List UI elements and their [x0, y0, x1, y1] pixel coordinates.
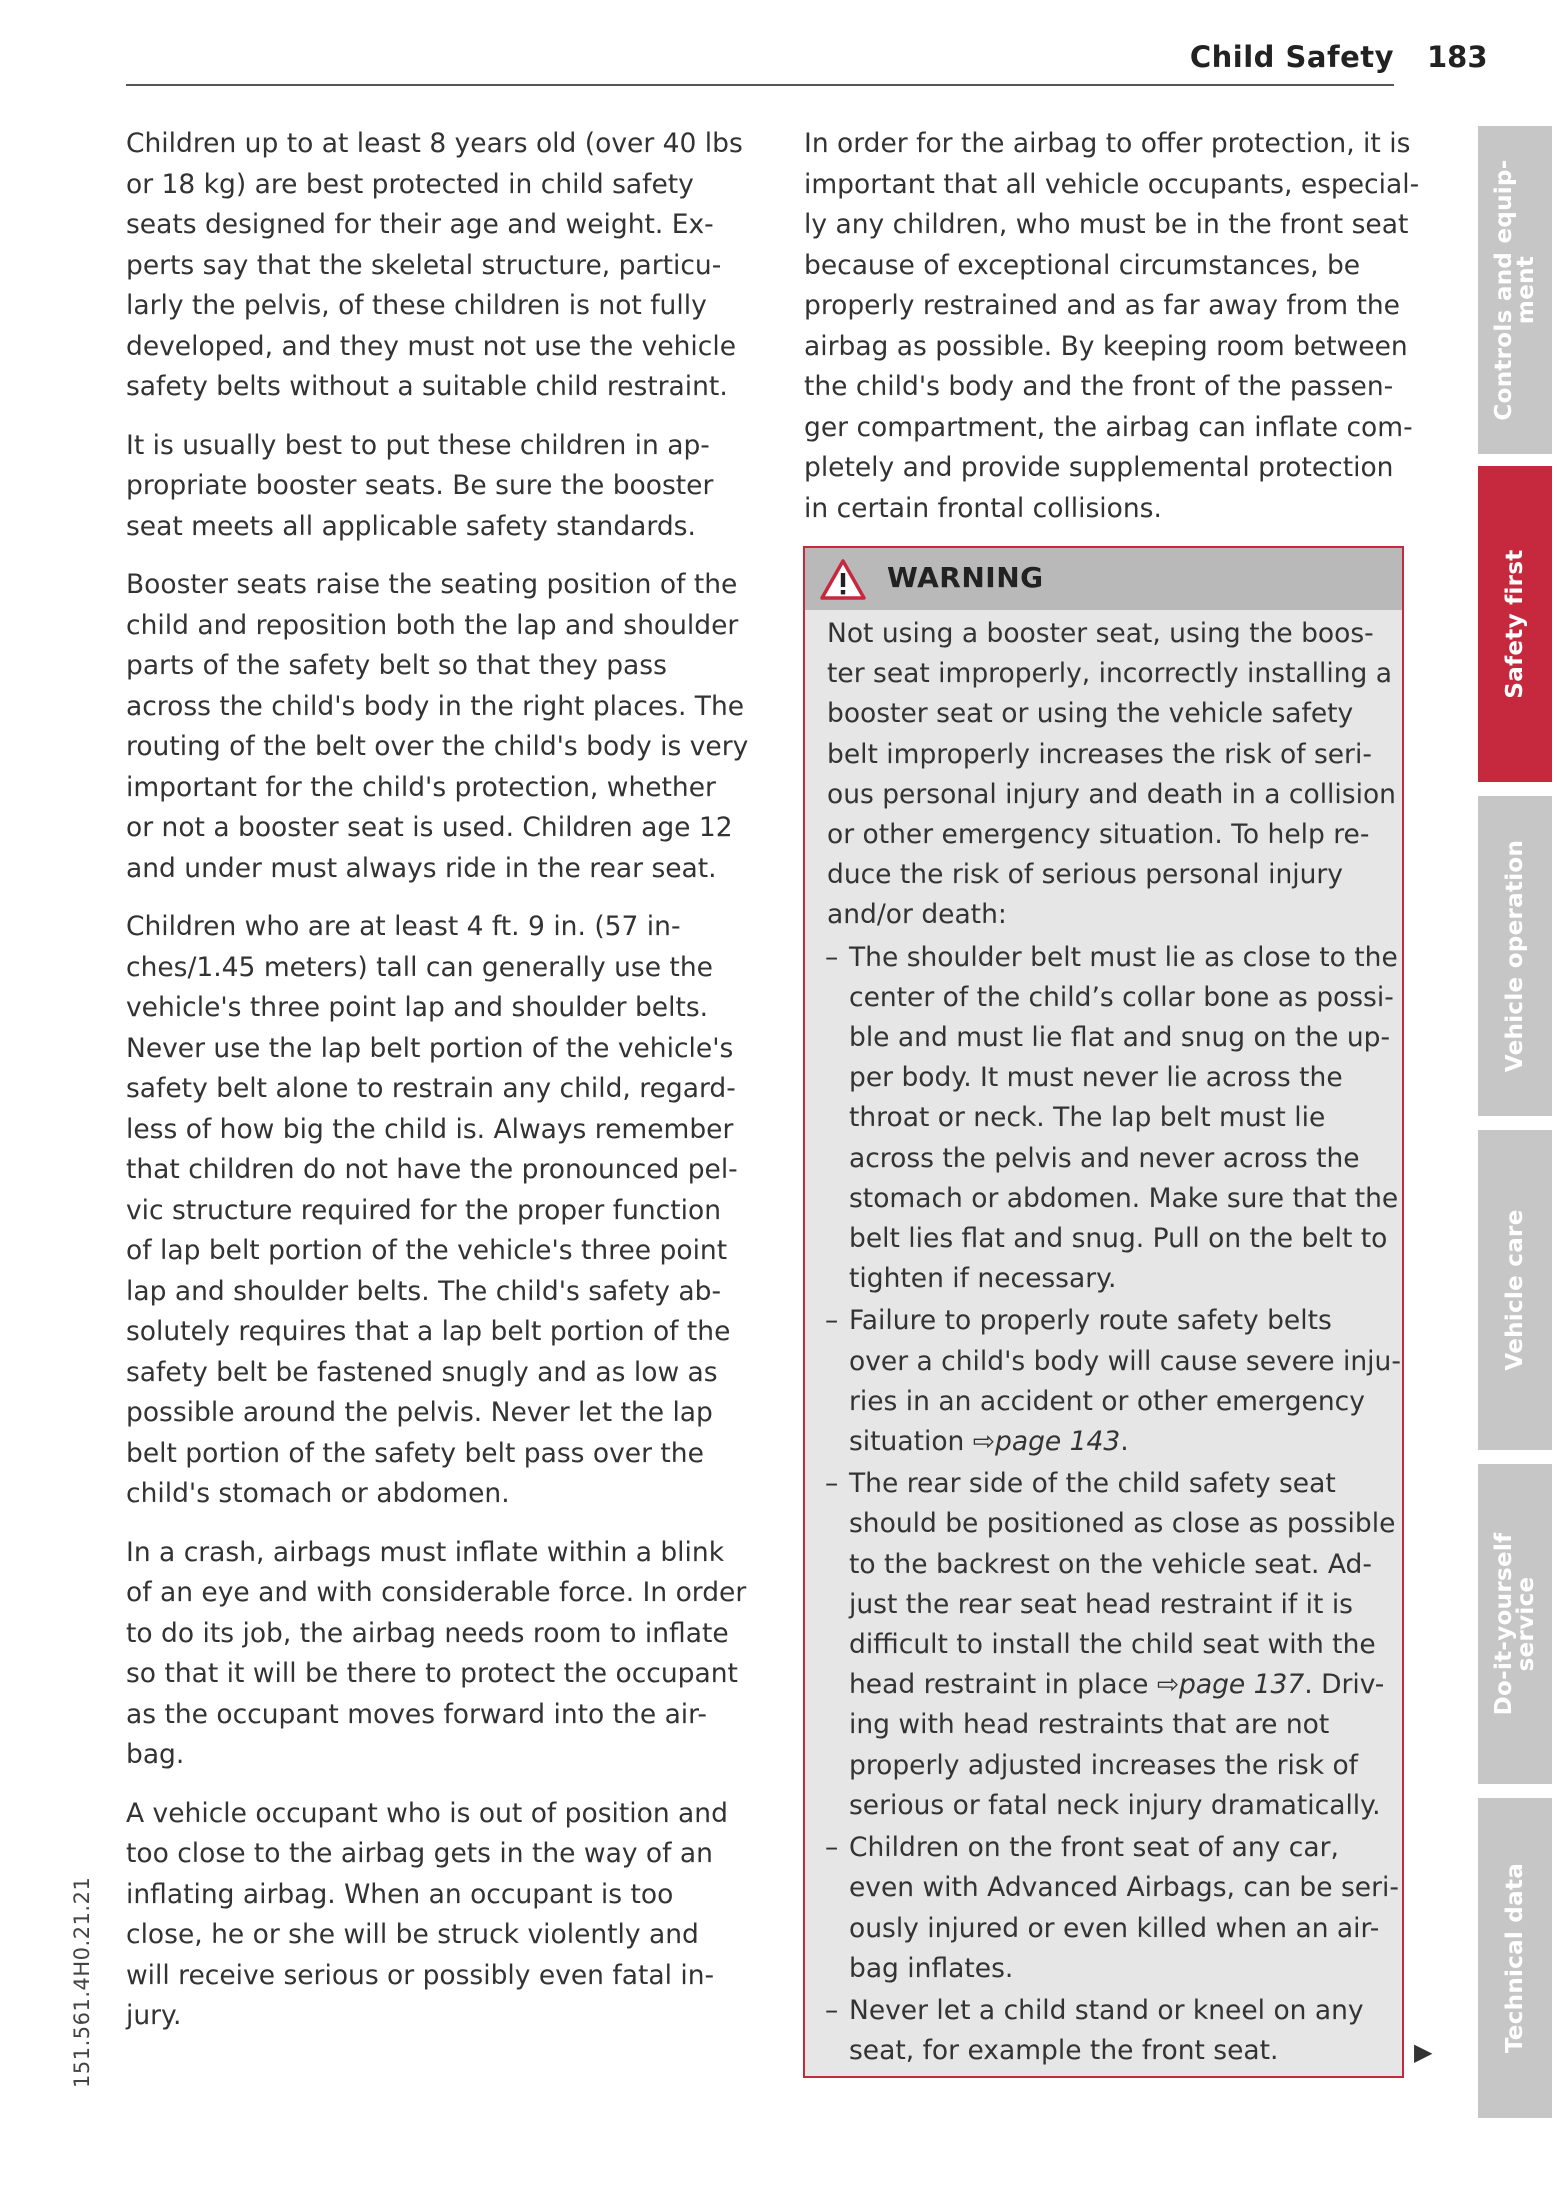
text-line: ries in an accident or other emergency: [849, 1385, 1365, 1417]
left-column: [126, 124, 749, 2055]
text-line: bag.: [126, 1739, 185, 1770]
bullet-text: [849, 1464, 1397, 1665]
text-line: Children on the front seat of any car,: [849, 1832, 1339, 1864]
text-line: ger compartment, the airbag can inflate com-: [804, 411, 1413, 443]
text-line: and under must always ride in the rear seat.: [126, 852, 717, 884]
text-line: so that it will be there to protect the occupant: [126, 1658, 738, 1689]
bullet-dash: –: [825, 941, 839, 973]
text-line: or other emergency situation. To help re-: [827, 819, 1370, 851]
tab-do-it-yourself-service[interactable]: [1478, 1464, 1552, 1784]
text-line: to do its job, the airbag needs room to inflate: [126, 1617, 729, 1649]
text-line: ches/1.45 meters) tall can generally use the: [126, 951, 713, 983]
text-line: Not using a booster seat, using the boos-: [827, 618, 1374, 649]
reference-arrow-icon: ⇨: [972, 1426, 996, 1458]
warning-title: WARNING: [887, 561, 1044, 594]
text-line: center of the child’s collar bone as possi-: [849, 981, 1394, 1013]
text-line: properly restrained and as far away from the: [804, 290, 1400, 321]
section-title: Child Safety: [1189, 40, 1394, 74]
text-line: ble and must lie flat and snug on the up-: [849, 1022, 1391, 1054]
bullet-text-fragment: . Driv-: [1304, 1669, 1385, 1701]
text-line: inflating airbag. When an occupant is too: [126, 1878, 674, 1910]
warning-box: [803, 546, 1404, 2078]
text-line: properly adjusted increases the risk of: [849, 1749, 1359, 1781]
text-line: of an eye and with considerable force. In order: [126, 1577, 747, 1608]
paragraph: [126, 565, 749, 889]
text-line: The shoulder belt must lie as close to the: [849, 941, 1398, 973]
warning-bullet: [827, 938, 1397, 1300]
text-line: or 18 kg) are best protected in child safety: [126, 168, 694, 200]
page-header: [126, 30, 1394, 86]
text-line: seats designed for their age and weight. Ex-: [126, 209, 714, 240]
text-line: because of exceptional circumstances, be: [804, 249, 1361, 281]
text-line: just the rear seat head restraint if it is: [849, 1588, 1353, 1620]
continue-arrow-icon: ▶: [1414, 2038, 1433, 2066]
text-line: Never use the lap belt portion of the vehicle's: [126, 1032, 734, 1064]
text-line: pletely and provide supplemental protection: [804, 452, 1394, 483]
text-line: over a child's body will cause severe inju-: [849, 1345, 1401, 1377]
text-line: child and reposition both the lap and shoulder: [126, 609, 739, 641]
text-line: in certain frontal collisions.: [804, 492, 1162, 524]
text-line: that children do not have the pronounced pel-: [126, 1154, 738, 1185]
text-line: A vehicle occupant who is out of position and: [126, 1797, 728, 1829]
text-line: ous personal injury and death in a collision: [827, 778, 1396, 810]
text-line: should be positioned as close as possible: [849, 1508, 1396, 1540]
text-line: across the child's body in the right places. The: [126, 690, 745, 722]
text-line: ing with head restraints that are not: [849, 1709, 1330, 1741]
bullet-dash: –: [825, 1994, 839, 2026]
bullet-text-fragment: situation: [849, 1426, 965, 1458]
text-line: important for the child's protection, whether: [126, 771, 716, 803]
bullet-text-fragment: .: [1120, 1426, 1129, 1458]
text-line: important that all vehicle occupants, especial-: [804, 168, 1420, 200]
text-line: propriate booster seats. Be sure the booster: [126, 470, 714, 501]
tab-label: Controls and equip- ment: [1491, 159, 1539, 421]
text-line: belt lies flat and snug. Pull on the belt to: [849, 1223, 1388, 1255]
tab-label: Vehicle care: [1502, 1209, 1528, 1371]
text-line: to the backrest on the vehicle seat. Ad-: [849, 1548, 1372, 1580]
paragraph: [126, 907, 736, 1515]
text-line: and/or death:: [827, 899, 1007, 931]
paragraph: [126, 426, 736, 548]
page-number: 183: [1427, 40, 1488, 74]
warning-intro: [827, 614, 1397, 936]
text-line: solutely requires that a lap belt portion of the: [126, 1316, 731, 1347]
text-line: seat meets all applicable safety standards.: [126, 510, 696, 542]
tab-vehicle-operation[interactable]: [1478, 796, 1552, 1116]
text-line: seat, for example the front seat.: [849, 2035, 1279, 2067]
text-line: larly the pelvis, of these children is not fully: [126, 290, 707, 321]
text-line: child's stomach or abdomen.: [126, 1478, 510, 1509]
text-line: Children who are at least 4 ft. 9 in. (57 in-: [126, 911, 681, 942]
text-line: close, he or she will be struck violently and: [126, 1919, 699, 1950]
paragraph: [126, 1794, 736, 2037]
bullet-text: [849, 1991, 1397, 2071]
warning-bullet: [827, 1464, 1397, 1826]
text-line: throat or neck. The lap belt must lie: [849, 1102, 1326, 1134]
text-line: even with Advanced Airbags, can be seri-: [849, 1872, 1399, 1904]
text-line: In a crash, airbags must inflate within a blink: [126, 1536, 725, 1568]
text-line: ly any children, who must be in the front seat: [804, 209, 1409, 240]
text-line: safety belt be fastened snugly and as low as: [126, 1356, 718, 1388]
tab-label: Vehicle operation: [1502, 839, 1528, 1073]
text-line: duce the risk of serious personal injury: [827, 859, 1343, 891]
text-line: vehicle's three point lap and shoulder belts.: [126, 992, 709, 1023]
text-line: ter seat improperly, incorrectly installing a: [827, 658, 1392, 690]
text-line: Never let a child stand or kneel on any: [849, 1994, 1364, 2026]
page-reference-link[interactable]: page 137: [1179, 1669, 1305, 1701]
text-line: safety belt alone to restrain any child, regard-: [126, 1073, 736, 1104]
text-line: serious or fatal neck injury dramatically.: [849, 1789, 1381, 1821]
text-line: airbag as possible. By keeping room between: [804, 330, 1408, 362]
tab-controls-and-equipment[interactable]: [1478, 126, 1552, 454]
warning-bullet: [825, 1301, 1401, 1462]
warning-body: [825, 614, 1401, 2071]
text-line: or not a booster seat is used. Children age 12: [126, 812, 733, 843]
text-line: developed, and they must not use the vehicle: [126, 330, 737, 362]
tab-safety-first[interactable]: [1478, 466, 1552, 782]
text-line: stomach or abdomen. Make sure that the: [849, 1182, 1399, 1214]
bullet-line-with-reference: [849, 1665, 1397, 1705]
paragraph: [804, 124, 1420, 529]
text-line: less of how big the child is. Always remember: [126, 1113, 734, 1145]
bullet-text-fragment: head restraint in place: [849, 1669, 1149, 1701]
text-line: ously injured or even killed when an air-: [849, 1912, 1380, 1944]
text-line: perts say that the skeletal structure, particu-: [126, 249, 722, 281]
bullet-dash: –: [825, 1468, 839, 1500]
warning-header: [805, 548, 1402, 610]
warning-triangle-icon: [819, 558, 867, 602]
text-line: tighten if necessary.: [849, 1263, 1117, 1295]
tab-label: Safety first: [1502, 549, 1528, 699]
tab-label: Technical data: [1502, 1862, 1528, 2054]
text-line: difficult to install the child seat with the: [849, 1629, 1376, 1661]
text-line: too close to the airbag gets in the way of an: [126, 1838, 713, 1869]
text-line: across the pelvis and never across the: [849, 1142, 1360, 1174]
text-line: possible around the pelvis. Never let the lap: [126, 1397, 713, 1428]
bullet-text: [849, 938, 1397, 1300]
bullet-dash: –: [825, 1832, 839, 1864]
text-line: parts of the safety belt so that they pass: [126, 650, 667, 681]
bullet-text: [849, 1301, 1401, 1422]
text-line: Failure to properly route safety belts: [849, 1305, 1332, 1337]
page-reference-link[interactable]: page 143: [995, 1426, 1121, 1458]
text-line: lap and shoulder belts. The child's safety ab-: [126, 1275, 722, 1307]
tab-vehicle-care[interactable]: [1478, 1130, 1552, 1450]
bullet-text: [849, 1828, 1397, 1989]
text-line: jury.: [126, 2000, 182, 2031]
text-line: the child's body and the front of the passen-: [804, 371, 1394, 402]
text-line: It is usually best to put these children in ap-: [126, 429, 710, 461]
text-line: Children up to at least 8 years old (over 40 lbs: [126, 128, 743, 159]
reference-arrow-icon: ⇨: [1156, 1669, 1180, 1701]
bullet-text: [849, 1705, 1397, 1826]
text-line: safety belts without a suitable child restraint.: [126, 371, 728, 402]
text-line: booster seat or using the vehicle safety: [827, 698, 1354, 730]
text-line: routing of the belt over the child's body is very: [126, 731, 749, 762]
text-line: per body. It must never lie across the: [849, 1062, 1343, 1094]
text-line: will receive serious or possibly even fatal in-: [126, 1959, 715, 1991]
paragraph: [126, 1533, 747, 1776]
text-line: bag inflates.: [849, 1952, 1014, 1984]
text-line: vic structure required for the proper function: [126, 1194, 721, 1226]
paragraph: [126, 124, 743, 408]
text-line: belt improperly increases the risk of seri-: [827, 738, 1372, 770]
bullet-line-with-reference: [849, 1422, 1397, 1462]
text-line: The rear side of the child safety seat: [849, 1468, 1336, 1500]
document-code: 151.561.4H0.21.21: [70, 1876, 94, 2088]
right-column: [804, 124, 1420, 547]
tab-technical-data[interactable]: [1478, 1798, 1552, 2118]
text-line: belt portion of the safety belt pass over the: [126, 1437, 704, 1469]
warning-bullet: [827, 1828, 1397, 1989]
text-line: as the occupant moves forward into the air-: [126, 1698, 707, 1730]
text-line: of lap belt portion of the vehicle's three point: [126, 1235, 728, 1266]
tab-label: Do-it-yourself service: [1491, 1532, 1539, 1716]
text-line: Booster seats raise the seating position of the: [126, 569, 738, 600]
warning-bullet: [827, 1991, 1397, 2071]
text-line: In order for the airbag to offer protection, it is: [804, 128, 1411, 159]
bullet-dash: –: [825, 1305, 839, 1337]
